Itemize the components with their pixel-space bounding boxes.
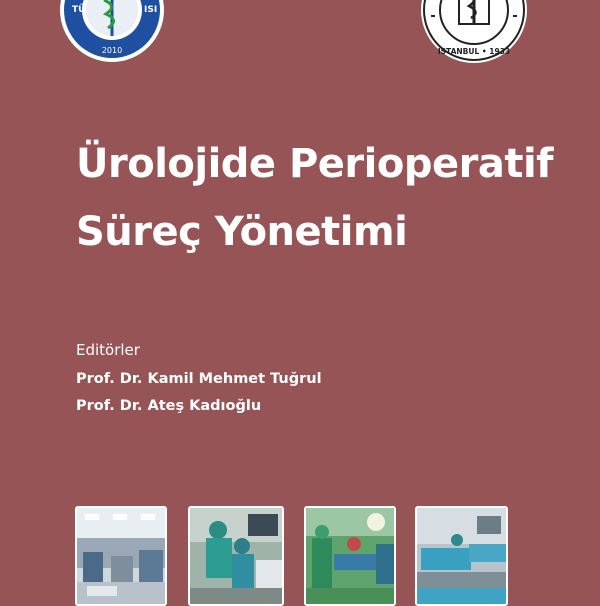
title-line-1: Ürolojide Perioperatif — [76, 141, 554, 187]
title-line-2: Süreç Yönetimi — [76, 209, 408, 255]
editor-name-1: Prof. Dr. Kamil Mehmet Tuğrul — [76, 371, 322, 387]
book-title — [76, 140, 576, 256]
logo-left-text-left: TÜ — [72, 5, 86, 15]
recovery-room-photo — [415, 506, 508, 606]
editors-label: Editörler — [76, 341, 140, 359]
society-logo-right — [419, 0, 529, 66]
editor-name-2: Prof. Dr. Ateş Kadıoğlu — [76, 398, 262, 414]
society-logo-left — [58, 0, 166, 64]
logo-right-text: İSTANBUL • 1933 — [437, 47, 511, 56]
surgery-green-room-photo — [304, 506, 396, 606]
photo-strip — [0, 506, 600, 600]
icu-ward-photo — [75, 506, 167, 606]
operating-room-team-photo — [188, 506, 284, 606]
logo-left-text-right: ISI — [144, 5, 158, 15]
logo-left-year: 2010 — [101, 46, 123, 55]
